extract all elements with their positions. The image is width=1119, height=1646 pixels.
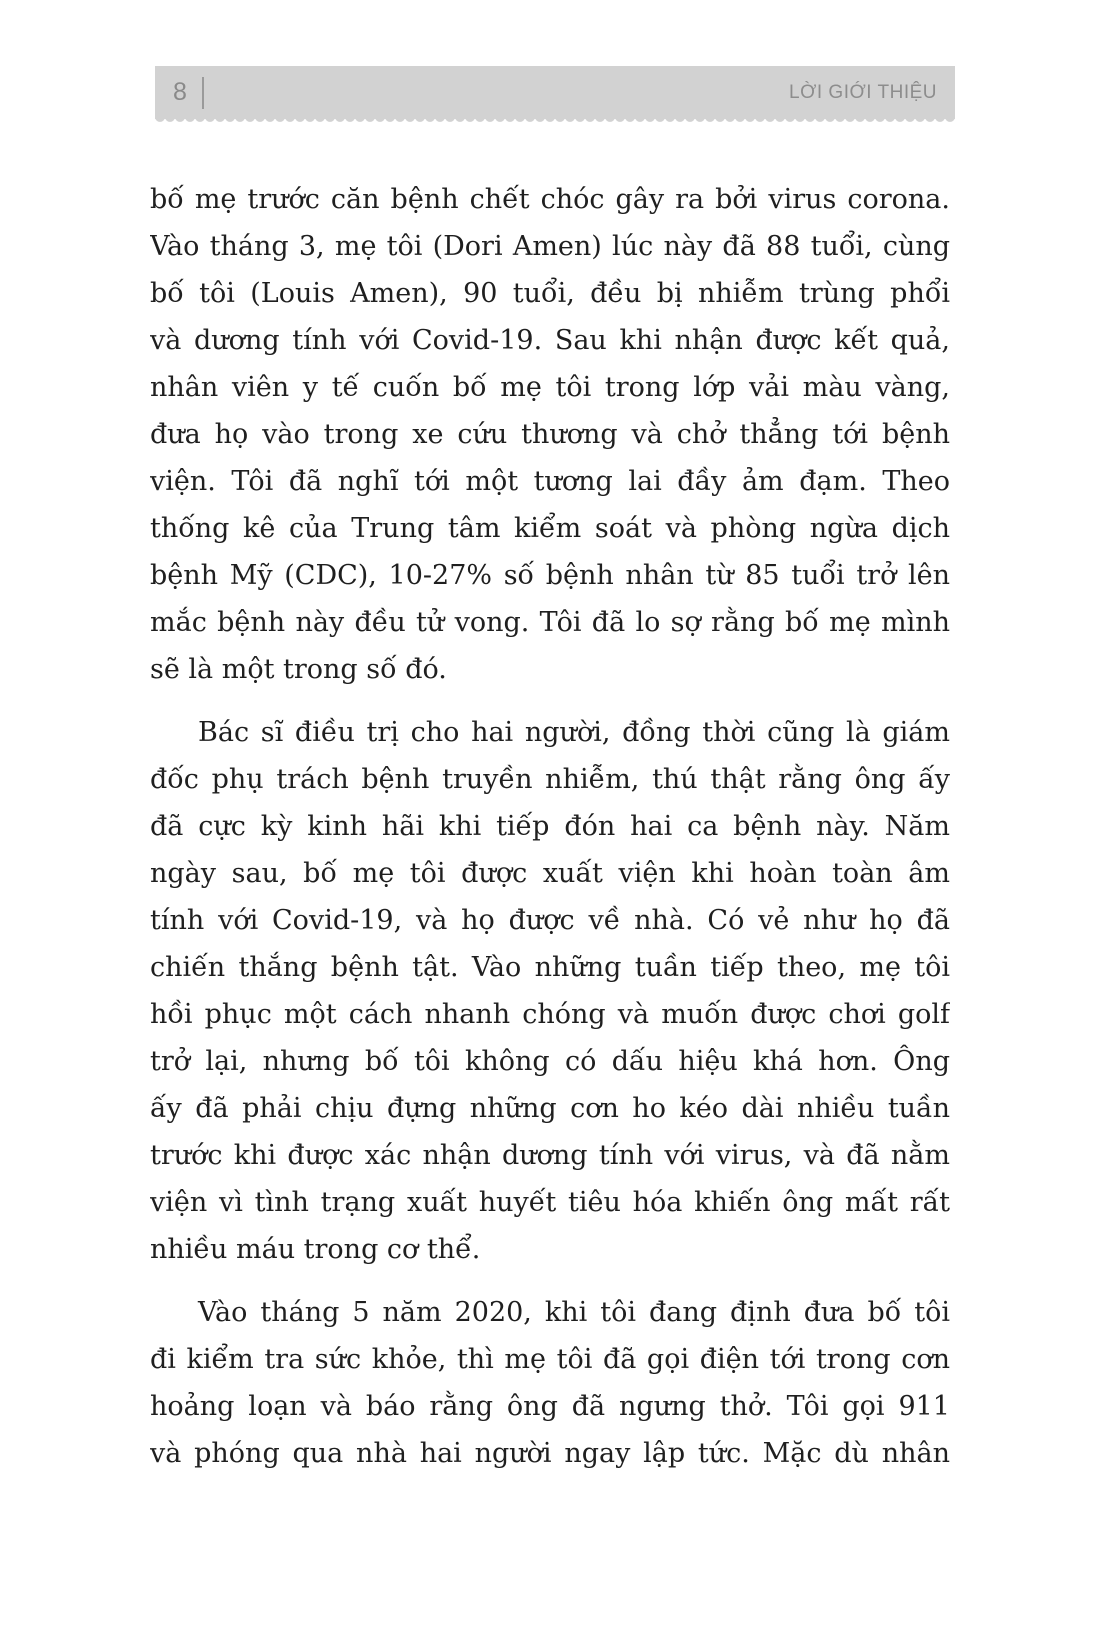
text-line: hồi phục một cách nhanh chóng và muốn được chơi golf (150, 999, 950, 1030)
text-line: nhiều máu trong cơ thể. (150, 1234, 481, 1265)
text-line: Vào tháng 5 năm 2020, khi tôi đang định đưa bố tôi (198, 1297, 950, 1328)
text-line: nhân viên y tế cuốn bố mẹ tôi trong lớp vải màu vàng, (150, 372, 950, 403)
page-number: 8 (173, 78, 187, 106)
text-line: và phóng qua nhà hai người ngay lập tức. Mặc dù nhân (150, 1438, 950, 1469)
text-line: viện vì tình trạng xuất huyết tiêu hóa khiến ông mất rất (150, 1187, 950, 1218)
text-line: bố tôi (Louis Amen), 90 tuổi, đều bị nhiễm trùng phổi (150, 278, 950, 309)
text-line: sẽ là một trong số đó. (150, 654, 447, 685)
text-line: mắc bệnh này đều tử vong. Tôi đã lo sợ rằng bố mẹ mình (150, 607, 950, 638)
text-line: trở lại, nhưng bố tôi không có dấu hiệu khá hơn. Ông (150, 1046, 950, 1077)
text-line: đưa họ vào trong xe cứu thương và chở thẳng tới bệnh (150, 419, 950, 450)
text-line: đốc phụ trách bệnh truyền nhiễm, thú thật rằng ông ấy (150, 764, 950, 795)
header-left-group (173, 77, 204, 109)
text-line: Bác sĩ điều trị cho hai người, đồng thời cũng là giám (198, 717, 950, 748)
text-line: hoảng loạn và báo rằng ông đã ngưng thở. Tôi gọi 911 (150, 1391, 950, 1422)
text-line: chiến thắng bệnh tật. Vào những tuần tiếp theo, mẹ tôi (150, 952, 950, 983)
body-text (150, 176, 950, 1477)
scallop-edge-decoration (155, 118, 955, 125)
text-line: đi kiểm tra sức khỏe, thì mẹ tôi đã gọi điện tới trong cơn (150, 1344, 950, 1375)
header-divider-bar (202, 77, 204, 109)
text-line: trước khi được xác nhận dương tính với virus, và đã nằm (150, 1140, 950, 1171)
text-line: và dương tính với Covid-19. Sau khi nhận được kết quả, (150, 325, 950, 356)
text-line: ấy đã phải chịu đựng những cơn ho kéo dài nhiều tuần (150, 1093, 950, 1124)
text-line: viện. Tôi đã nghĩ tới một tương lai đầy ảm đạm. Theo (150, 466, 950, 497)
running-header (155, 66, 955, 119)
header-title: LỜI GIỚI THIỆU (789, 81, 937, 103)
text-line: đã cực kỳ kinh hãi khi tiếp đón hai ca bệnh này. Năm (150, 811, 950, 842)
text-line: bệnh Mỹ (CDC), 10-27% số bệnh nhân từ 85 tuổi trở lên (150, 560, 950, 591)
text-line: Vào tháng 3, mẹ tôi (Dori Amen) lúc này đã 88 tuổi, cùng (150, 231, 950, 262)
paragraph-3 (150, 1289, 950, 1477)
text-line: thống kê của Trung tâm kiểm soát và phòng ngừa dịch (150, 513, 950, 544)
paragraph-2 (150, 709, 950, 1273)
paragraph-1 (150, 176, 950, 693)
text-line: tính với Covid-19, và họ được về nhà. Có vẻ như họ đã (150, 905, 950, 936)
text-line: ngày sau, bố mẹ tôi được xuất viện khi hoàn toàn âm (150, 858, 950, 889)
text-line: bố mẹ trước căn bệnh chết chóc gây ra bởi virus corona. (150, 184, 950, 215)
